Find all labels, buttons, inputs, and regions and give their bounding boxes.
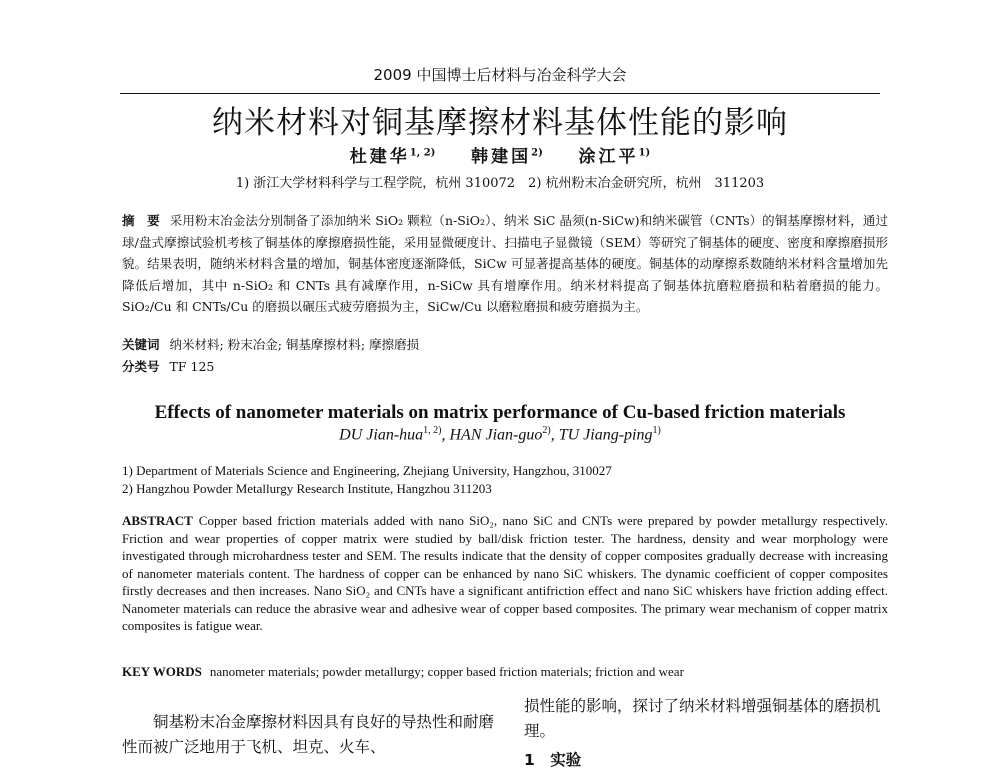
cn-author-3-affil: 1)	[638, 147, 651, 159]
en-keywords-text: nanometer materials; powder metallurgy; copper based friction materials; friction and wear	[209, 664, 684, 679]
cn-abstract-text: 采用粉末冶金法分别制备了添加纳米 SiO₂ 颗粒（n-SiO₂）、纳米 SiC 晶须(n-SiCw)和纳米碳管（CNTs）的铜基摩擦材料，通过球/盘式摩擦试验机考核了铜基体的摩擦磨损性能，采用显微硬度计、扫描电子显微镜（SEM）等研究了铜基体的硬度、密度和摩擦磨损形貌。结果表明，随纳米材料含量的增加，铜基体密度逐渐降低，SiCw 可显著提高基体的硬度。铜基体的动摩擦系数随纳米材料含量增加先降低后增加，其中 n-SiO₂ 和 CNTs 具有减摩作用，n-SiCw 具有增摩作用。纳米材料提高了铜基体抗磨粒磨损和粘着磨损的能力。SiO₂/Cu 和 CNTs/Cu 的磨损以碾压式疲劳磨损为主，SiCw/Cu 以磨粒磨损和疲劳磨损为主。	[122, 213, 888, 314]
en-keywords	[122, 661, 888, 683]
cn-author-2-affil: 2)	[531, 147, 543, 159]
en-author-3: TU Jiang-ping	[558, 426, 653, 444]
en-affiliation-2: 2) Hangzhou Powder Metallurgy Research Institute, Hangzhou 311203	[122, 481, 492, 496]
cn-class-label: 分类号	[122, 359, 160, 374]
header-rule	[120, 93, 880, 94]
en-abstract	[122, 512, 888, 635]
en-affiliation-1: 1) Department of Materials Science and Engineering, Zhejiang University, Hangzhou, 310027	[122, 463, 612, 478]
cn-abstract	[122, 210, 888, 318]
cn-class-number: TF 125	[169, 359, 215, 374]
cn-title: 纳米材料对铜基摩擦材料基体性能的影响	[212, 105, 788, 141]
cn-authors	[0, 142, 1000, 167]
cn-affiliation: 1) 浙江大学材料科学与工程学院，杭州 310072 2) 杭州粉末冶金研究所，杭州 311203	[235, 176, 765, 191]
body-right-column: 损性能的影响，探讨了纳米材料增强铜基体的磨损机理。	[524, 697, 881, 740]
cn-classification	[122, 356, 888, 378]
conference-header: 2009 中国博士后材料与冶金科学大会	[373, 66, 627, 84]
en-author-2: HAN Jian-guo	[449, 426, 543, 444]
cn-keywords-text: 纳米材料; 粉末冶金; 铜基摩擦材料; 摩擦磨损	[169, 337, 420, 352]
cn-author-1-affil: 1, 2)	[409, 147, 436, 159]
en-keywords-label: KEY WORDS	[122, 664, 202, 679]
en-abstract-text: Copper based friction materials added with nano SiO₂, nano SiC and CNTs were prepared by powder metallurgy respectively. Friction and wear properties of copper matrix were studied by ball/disk friction tester. The hardness, density and wear morphology were investigated through microhardness tester and SEM. The results indicate that the density of copper composites gradually decrease with increasing of nanometer materials content. The hardness of copper can be enhanced by nano SiC whiskers. The dynamic coefficient of copper composites firstly decreases and then increases. Nano SiO₂ and CNTs have a significant antifriction effect and nano SiC whiskers have friction adding effect. Nanometer materials can reduce the abrasive wear and adhesive wear of copper based composites. The primary wear mechanism of copper matrix composites is fatigue wear.	[122, 513, 888, 633]
body-left-column: 铜基粉末冶金摩擦材料因具有良好的导热性和耐磨性而被广泛地用于飞机、坦克、火车、	[122, 713, 495, 756]
en-author-1: DU Jian-hua	[339, 426, 424, 444]
en-authors: DU Jian-hua$^{1, 2)}$, HAN Jian-guo$^{2)}$, TU Jiang-ping$^{1)}$	[339, 425, 661, 444]
cn-keywords	[122, 334, 888, 356]
en-author-3-affil: 1)	[652, 425, 661, 436]
en-author-2-affil: 2)	[542, 425, 551, 436]
en-abstract-label: ABSTRACT	[122, 513, 193, 528]
section-heading: 1 实验	[524, 751, 582, 769]
cn-author-3: 涂江平	[578, 147, 639, 167]
cn-abstract-label: 摘 要	[122, 213, 160, 228]
cn-author-2: 韩建国	[471, 147, 532, 167]
cn-keywords-label: 关键词	[122, 337, 160, 352]
en-author-1-affil: 1, 2)	[423, 425, 442, 436]
en-title: Effects of nanometer materials on matrix performance of Cu-based friction materials	[154, 402, 846, 423]
cn-author-1: 杜建华	[349, 147, 410, 167]
